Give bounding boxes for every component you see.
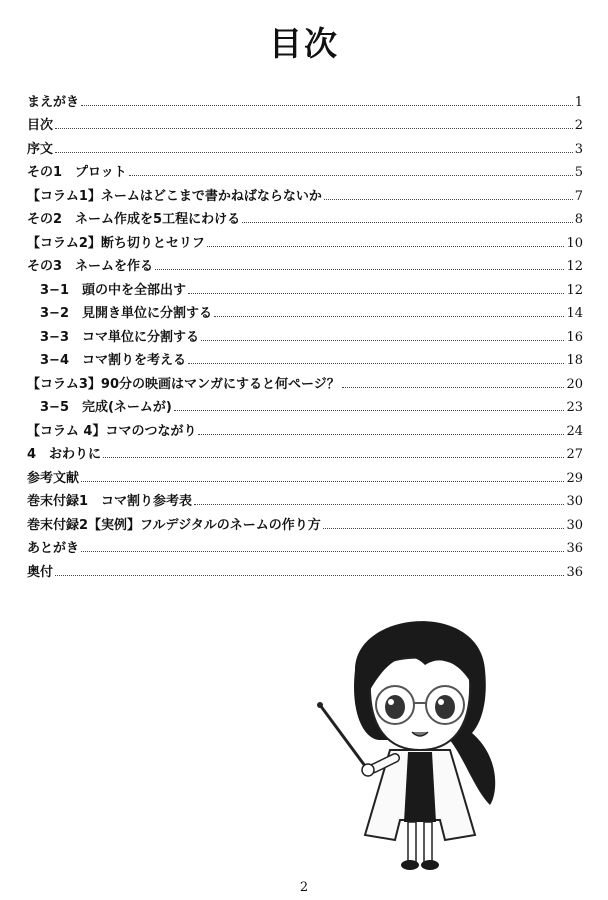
toc-leader-dots <box>103 457 564 458</box>
toc-entry <box>27 439 583 463</box>
toc-entry <box>27 133 583 157</box>
toc-leader-dots <box>207 246 565 247</box>
table-of-contents <box>27 86 583 580</box>
toc-leader-dots <box>342 387 565 388</box>
toc-leader-dots <box>323 528 565 529</box>
toc-entry-page: 14 <box>566 306 583 321</box>
toc-leader-dots <box>155 269 564 270</box>
page-title: 目次 <box>269 24 339 63</box>
toc-entry-label: あとがき <box>27 541 80 556</box>
page-number: 2 <box>299 880 309 895</box>
toc-entry <box>27 462 583 486</box>
toc-entry-label: 序文 <box>27 141 54 157</box>
toc-entry <box>27 509 583 533</box>
toc-leader-dots <box>55 128 573 129</box>
toc-entry-page: 27 <box>566 447 583 462</box>
toc-entry-label: 3−2 見開き単位に分割する <box>40 306 212 321</box>
toc-entry-page: 1 <box>574 94 583 110</box>
toc-entry <box>27 415 583 439</box>
toc-entry-page: 30 <box>566 494 583 509</box>
toc-leader-dots <box>242 222 573 223</box>
toc-leader-dots <box>194 504 564 505</box>
toc-entry <box>27 86 583 110</box>
toc-entry <box>27 180 583 204</box>
toc-entry <box>27 110 583 134</box>
toc-entry-label: その1 プロット <box>27 165 127 180</box>
toc-entry-label: その3 ネームを作る <box>27 259 154 274</box>
toc-entry <box>27 251 583 275</box>
toc-leader-dots <box>188 293 564 294</box>
toc-entry-page: 29 <box>566 470 583 486</box>
toc-leader-dots <box>188 363 564 364</box>
toc-entry-page: 16 <box>566 329 583 345</box>
toc-entry-label: 参考文献 <box>27 470 80 486</box>
toc-entry-label: 奥付 <box>27 564 54 580</box>
toc-entry-page: 12 <box>566 259 583 274</box>
toc-entry-page: 7 <box>574 188 583 204</box>
toc-entry-page: 8 <box>574 212 583 227</box>
toc-entry-label: 【コラム 4】コマのつながり <box>27 423 197 439</box>
toc-entry-label: 3−1 頭の中を全部出す <box>40 282 186 298</box>
toc-leader-dots <box>174 410 565 411</box>
toc-entry-label: 3−5 完成(ネームが) <box>40 400 172 415</box>
toc-entry-page: 10 <box>566 235 583 251</box>
toc-leader-dots <box>214 316 564 317</box>
toc-entry-page: 20 <box>566 376 583 392</box>
toc-entry-label: 3−3 コマ単位に分割する <box>40 329 199 345</box>
toc-entry-label: その2 ネーム作成を5工程にわける <box>27 212 241 227</box>
toc-entry-page: 24 <box>566 423 583 439</box>
toc-entry <box>27 204 583 228</box>
toc-entry-page: 5 <box>574 165 583 180</box>
toc-leader-dots <box>81 481 564 482</box>
toc-entry <box>27 321 583 345</box>
toc-leader-dots <box>324 199 573 200</box>
toc-entry-page: 30 <box>566 517 583 533</box>
toc-entry-label: 【コラム1】ネームはどこまで書かねばならないか <box>27 188 322 204</box>
toc-entry <box>27 486 583 510</box>
toc-entry-label: 巻末付録2【実例】フルデジタルのネームの作り方 <box>27 517 321 533</box>
toc-entry <box>27 227 583 251</box>
toc-entry-page: 36 <box>566 564 583 580</box>
toc-entry-page: 12 <box>566 282 583 298</box>
toc-entry <box>27 556 583 580</box>
toc-entry-page: 2 <box>574 118 583 133</box>
toc-leader-dots <box>55 152 573 153</box>
toc-entry-label: 【コラム2】断ち切りとセリフ <box>27 235 205 251</box>
toc-leader-dots <box>201 340 564 341</box>
toc-entry-label: まえがき <box>27 94 80 110</box>
toc-entry-label: 巻末付録1 コマ割り参考表 <box>27 494 193 509</box>
toc-entry <box>27 392 583 416</box>
toc-entry <box>27 298 583 322</box>
toc-entry-page: 23 <box>566 400 583 415</box>
toc-entry-label: 【コラム3】90分の映画はマンガにすると何ページ？ <box>27 376 340 392</box>
toc-entry-page: 3 <box>574 141 583 157</box>
character-illustration <box>300 590 520 880</box>
toc-entry-label: 目次 <box>27 118 54 133</box>
toc-entry <box>27 368 583 392</box>
toc-leader-dots <box>81 105 573 106</box>
toc-entry-page: 36 <box>566 541 583 556</box>
toc-leader-dots <box>55 575 564 576</box>
toc-leader-dots <box>81 551 564 552</box>
toc-leader-dots <box>129 175 573 176</box>
toc-leader-dots <box>198 434 564 435</box>
toc-entry <box>27 533 583 557</box>
toc-entry <box>27 157 583 181</box>
toc-entry <box>27 345 583 369</box>
toc-entry-label: 3−4 コマ割りを考える <box>40 353 186 368</box>
toc-entry-label: 4 おわりに <box>27 447 102 462</box>
toc-entry <box>27 274 583 298</box>
toc-entry-page: 18 <box>566 353 583 368</box>
